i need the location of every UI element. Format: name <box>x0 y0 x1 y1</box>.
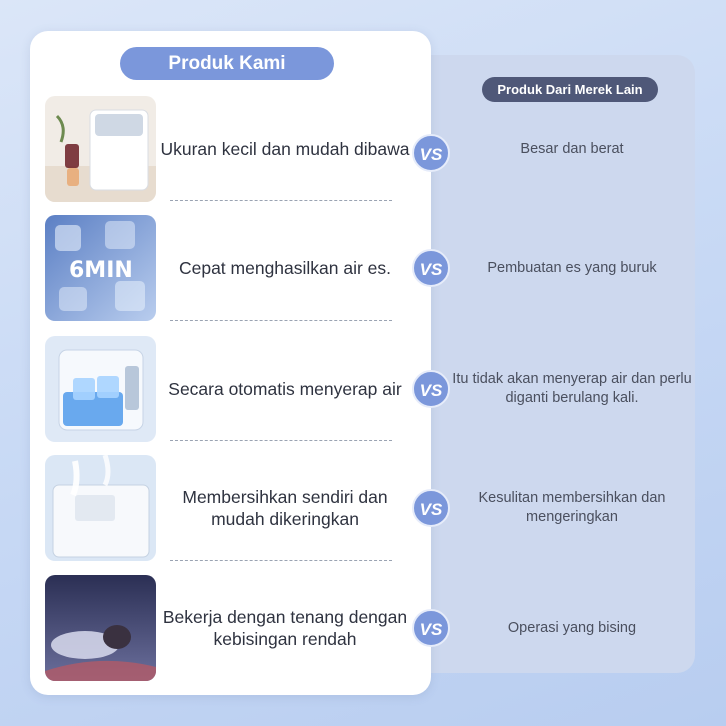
dashed-divider <box>170 560 392 561</box>
dashed-divider <box>170 320 392 321</box>
other-text: Pembuatan es yang buruk <box>487 259 657 276</box>
ice-cubes-image <box>45 215 156 321</box>
comparison-row-2 <box>0 215 726 323</box>
feature-text: Membersihkan sendiri dan mudah dikeringkan <box>182 487 388 529</box>
water-tank-image <box>45 336 156 442</box>
feature-text: Ukuran kecil dan mudah dibawa <box>160 139 410 159</box>
sleeping-person-image <box>45 575 156 681</box>
feature-text: Secara otomatis menyerap air <box>168 379 402 399</box>
vs-badge: VS <box>412 370 450 408</box>
other-brand-title: Produk Dari Merek Lain <box>482 77 658 102</box>
ice-maker-product-image <box>45 96 156 202</box>
dashed-divider <box>170 200 392 201</box>
comparison-row-4 <box>0 455 726 563</box>
comparison-row-1 <box>0 96 726 204</box>
vs-badge: VS <box>412 249 450 287</box>
vs-badge: VS <box>412 609 450 647</box>
dashed-divider <box>170 440 392 441</box>
six-min-label: 6MIN <box>69 258 133 283</box>
comparison-row-5 <box>0 575 726 683</box>
vs-badge: VS <box>412 489 450 527</box>
comparison-row-3 <box>0 336 726 444</box>
other-text: Besar dan berat <box>520 140 624 157</box>
feature-text: Bekerja dengan tenang dengan kebisingan rendah <box>162 607 408 649</box>
feature-text: Cepat menghasilkan air es. <box>178 258 392 278</box>
other-text: Kesulitan membersihkan dan mengeringkan <box>478 490 666 525</box>
vs-badge: VS <box>412 134 450 172</box>
our-product-title: Produk Kami <box>120 47 334 80</box>
other-text: Itu tidak akan menyerap air dan perlu diganti berulang kali. <box>452 371 692 406</box>
other-text: Operasi yang bising <box>507 619 637 636</box>
self-cleaning-image <box>45 455 156 561</box>
